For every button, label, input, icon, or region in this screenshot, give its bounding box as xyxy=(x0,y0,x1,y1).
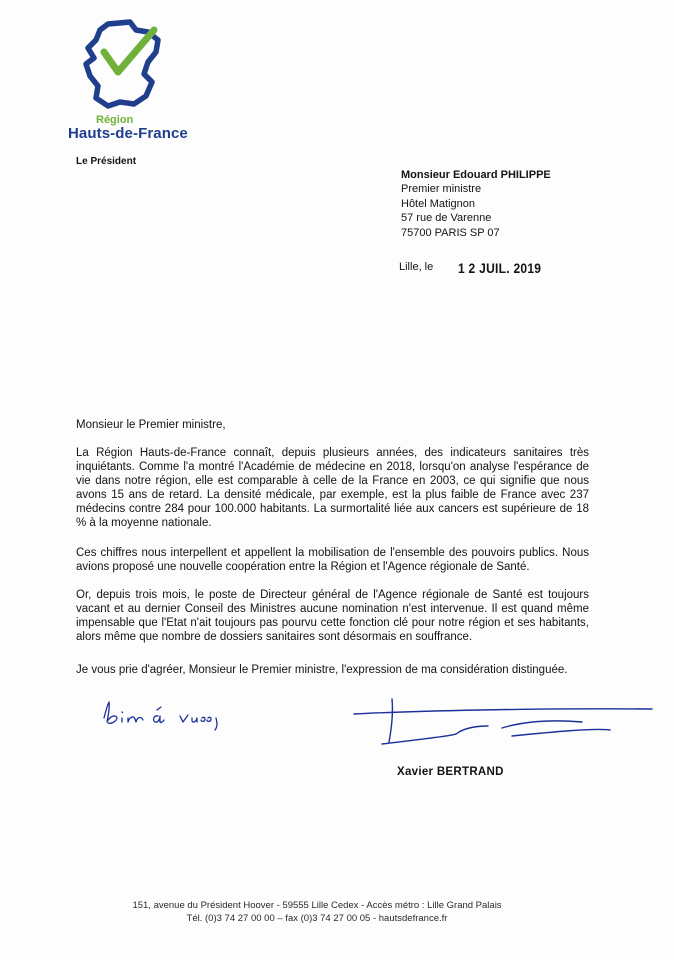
signatory-name: Xavier BERTRAND xyxy=(397,766,504,778)
letter-paragraph-1: La Région Hauts-de-France connaît, depuis plusieurs années, des indicateurs sanitaires très inquiétants. Comme l'a montré l'Académie de médecine en 2018, lorsqu'on analyse l'espérance de vie dans notre région, elle est comparable à celle de la France en 2003, ce qui signifie que nous avons 15 ans de retard. La densité médicale, par exemple, est la plus faible de France avec 237 médecins contre 284 pour 100.000 habitants. La surmortalité liée aux cancers est supérieure de 18 % à la moyenne nationale. xyxy=(76,447,589,529)
salutation: Monsieur le Premier ministre, xyxy=(76,419,226,431)
letter-closing: Je vous prie d'agréer, Monsieur le Premier ministre, l'expression de ma considération distinguée. xyxy=(76,664,568,676)
signature xyxy=(352,696,662,748)
dateline xyxy=(399,260,555,278)
logo-region-name: Hauts-de-France xyxy=(68,125,188,142)
footer-contact: Tél. (0)3 74 27 00 00 – fax (0)3 74 27 00 05 - hautsdefrance.fr xyxy=(186,912,448,924)
recipient-title: Premier ministre xyxy=(401,183,482,196)
recipient-street: 57 rue de Varenne xyxy=(401,212,492,225)
letter-paragraph-2: Ces chiffres nous interpellent et appellent la mobilisation de l'ensemble des pouvoirs publics. Nous avions proposé une nouvelle coopération entre la Région et l'Agence régionale de Santé. xyxy=(76,547,589,573)
footer-address: 151, avenue du Président Hoover - 59555 Lille Cedex - Accès métro : Lille Grand Palais xyxy=(132,900,502,911)
recipient-building: Hôtel Matignon xyxy=(401,197,475,210)
date-stamp: 1 2 JUIL. 2019 xyxy=(457,260,541,276)
footer xyxy=(100,900,534,926)
recipient-city: 75700 PARIS SP 07 xyxy=(401,226,500,239)
handwritten-note xyxy=(100,696,230,736)
sender-title: Le Président xyxy=(76,156,137,167)
letter-paragraph-3: Or, depuis trois mois, le poste de Directeur général de l'Agence régionale de Santé est toujours vacant et au dernier Conseil des Ministres aucune nomination n'est intervenue. Il est quand même impensable que l'Etat n'ait toujours pas pourvu cette fonction clé pour notre région et ses habitants, alors même que nombre de dossiers sanitaires sont désormais en souffrance. xyxy=(76,589,589,643)
logo-region-label: Région xyxy=(96,114,134,126)
region-logo-icon xyxy=(78,18,164,110)
recipient-address xyxy=(401,168,551,240)
dateline-place: Lille, le xyxy=(399,261,434,273)
recipient-name: Monsieur Edouard PHILIPPE xyxy=(401,169,551,181)
